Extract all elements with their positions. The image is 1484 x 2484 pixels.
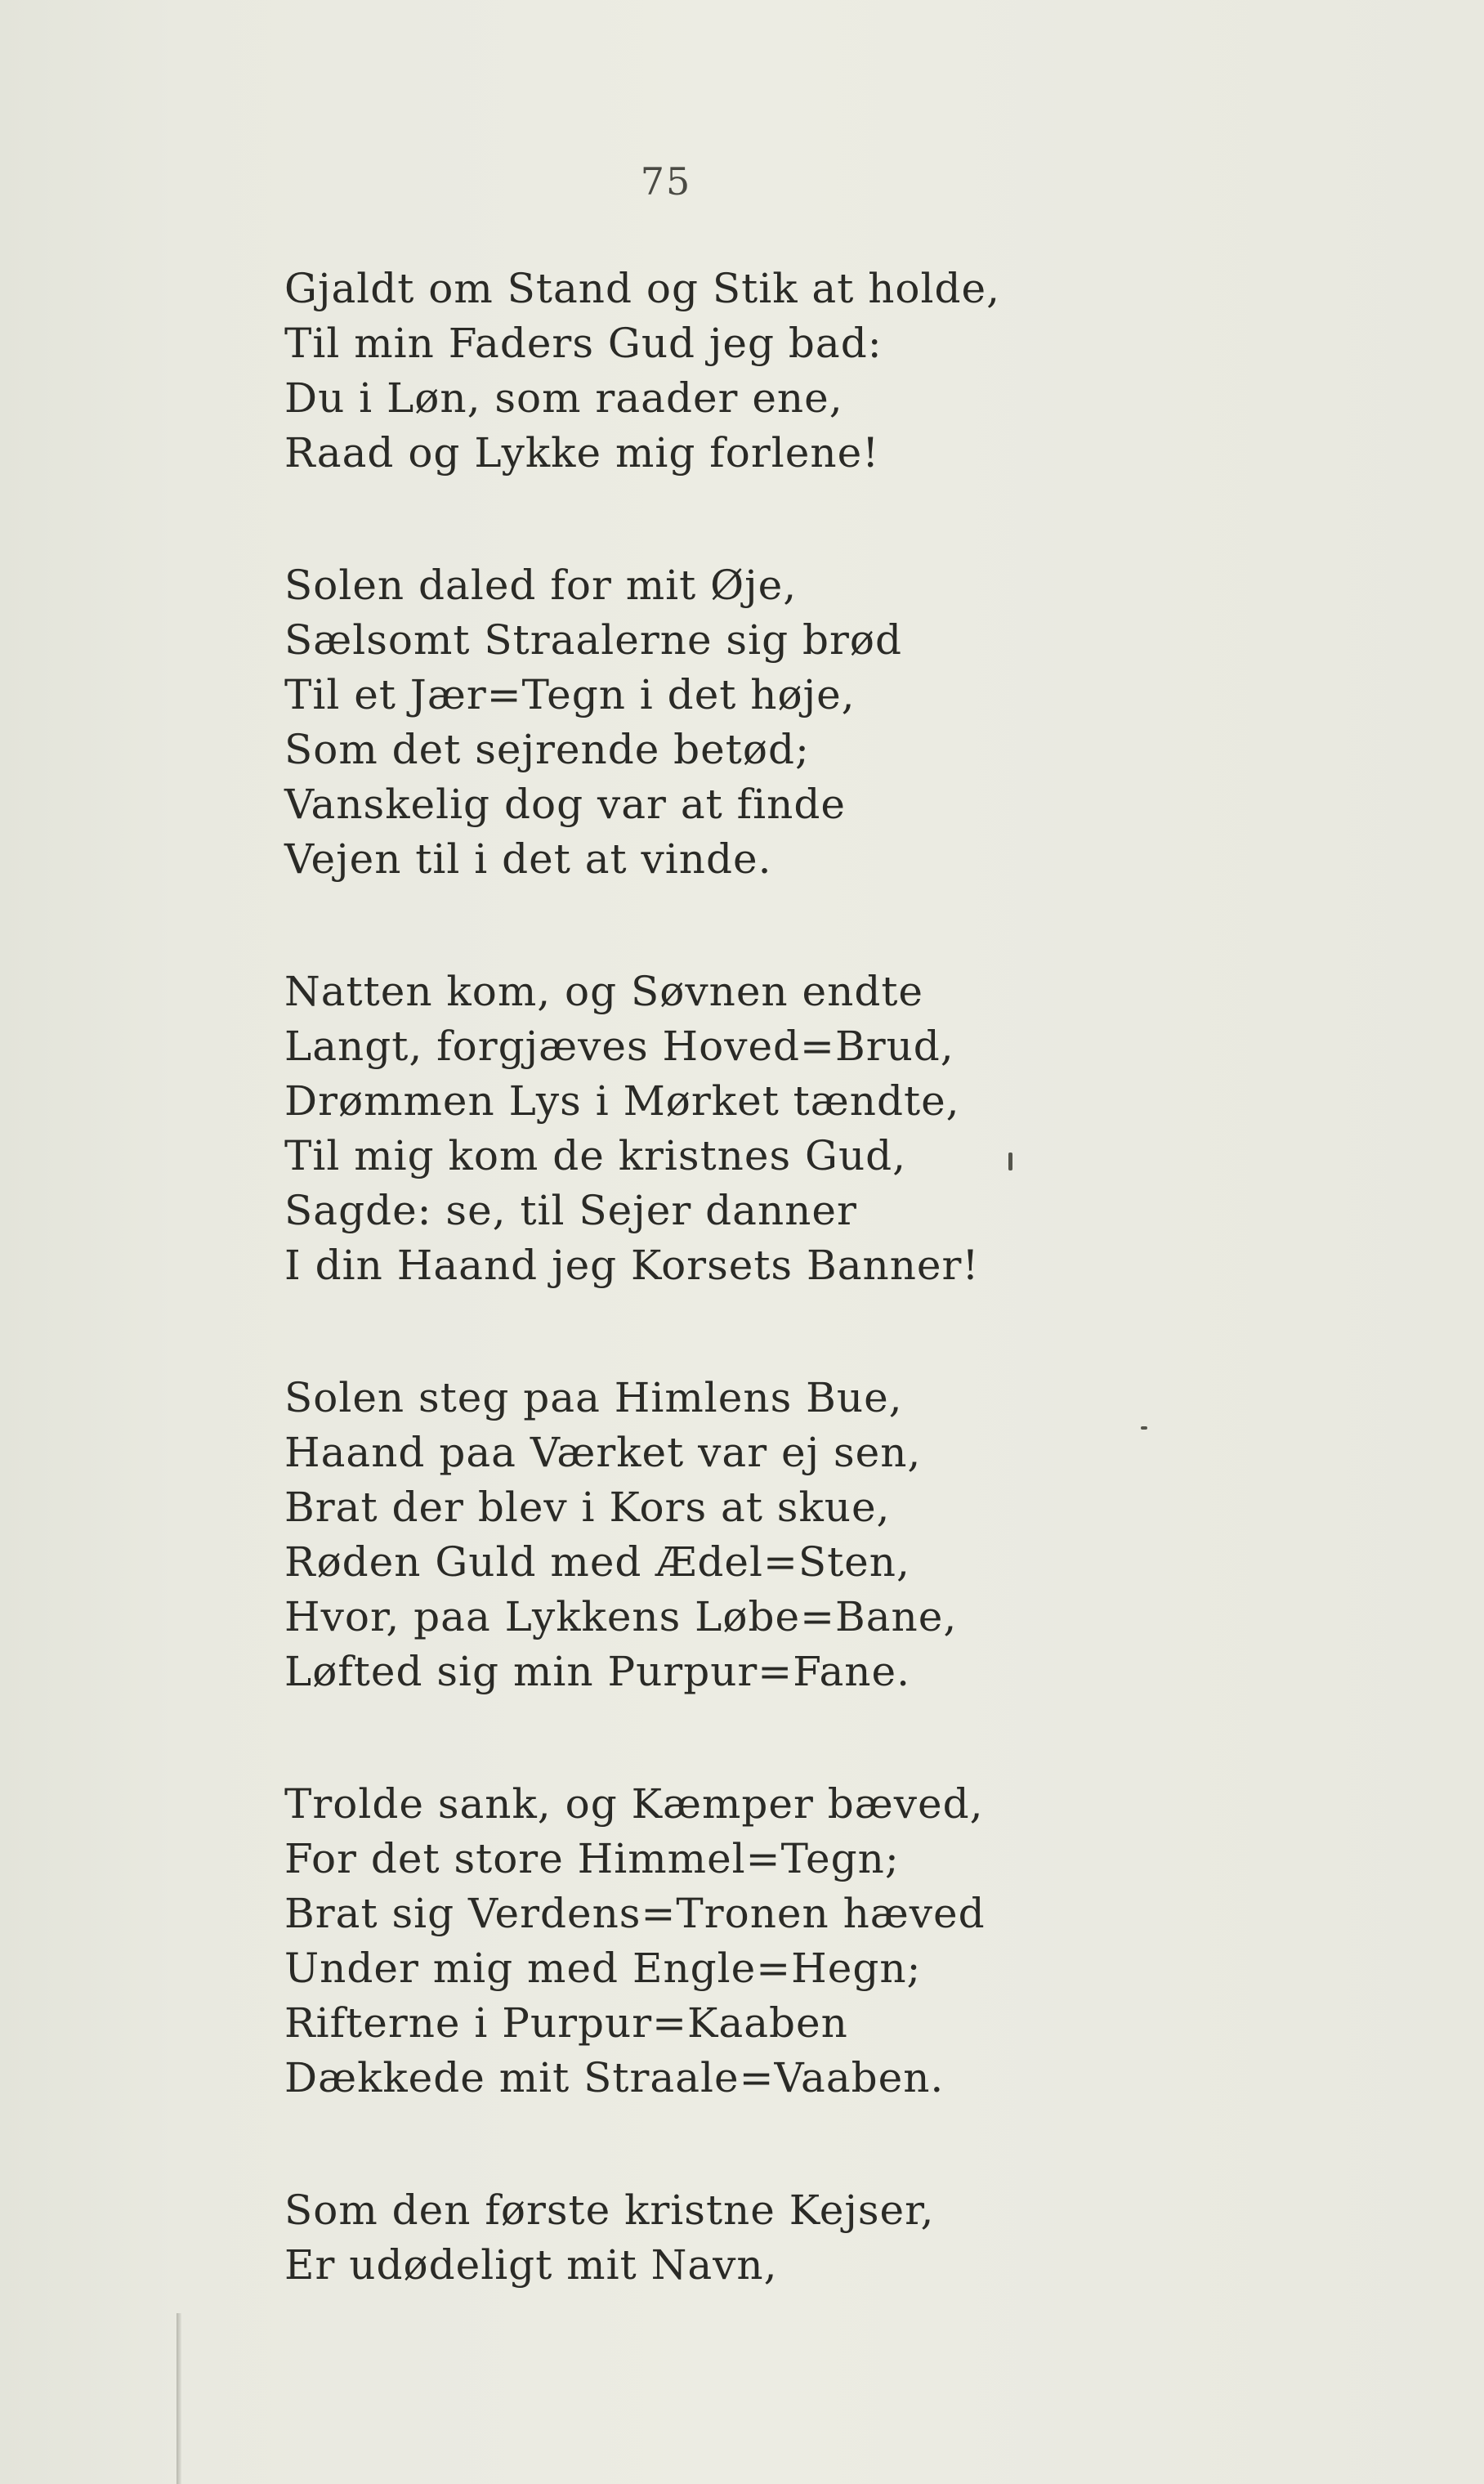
stanza-2: [284, 558, 1265, 887]
stanza-5: [284, 1777, 1265, 2106]
poem-line: Til min Faders Gud jeg bad:: [284, 320, 883, 367]
poem-line: I din Haand jeg Korsets Banner!: [284, 1242, 980, 1289]
poem-line: Raad og Lykke mig forlene!: [284, 429, 880, 477]
poem-line: Brat der blev i Kors at skue,: [284, 1484, 891, 1531]
ink-speck: [1008, 1152, 1012, 1170]
poem-line: For det store Himmel=Tegn;: [284, 1835, 900, 1882]
poem-line: Som den første kristne Kejser,: [284, 2186, 935, 2234]
poem-line: Dækkede mit Straale=Vaaben.: [284, 2054, 945, 2101]
poem-line: Vanskelig dog var at finde: [284, 781, 846, 828]
poem-line: Drømmen Lys i Mørket tændte,: [284, 1077, 960, 1125]
poem-line: Sælsomt Straalerne sig brød: [284, 616, 903, 664]
poem-line: Trolde sank, og Kæmper bæved,: [284, 1780, 984, 1828]
poem-line: Langt, forgjæves Hoved=Brud,: [284, 1023, 954, 1070]
poem-line: Du i Løn, som raader ene,: [284, 374, 843, 422]
page-number: 75: [640, 159, 692, 204]
poem-line: Er udødeligt mit Navn,: [284, 2241, 778, 2289]
poem-line: Til et Jær=Tegn i det høje,: [284, 671, 856, 718]
poem-line: Røden Guld med Ædel=Sten,: [284, 1538, 910, 1586]
stanza-6: [284, 2183, 1265, 2293]
poem-line: Natten kom, og Søvnen endte: [284, 968, 924, 1015]
poem-line: Til mig kom de kristnes Gud,: [284, 1132, 907, 1179]
poem: [284, 262, 1265, 2293]
poem-line: Solen steg paa Himlens Bue,: [284, 1374, 903, 1421]
poem-line: Rifterne i Purpur=Kaaben: [284, 1999, 848, 2047]
poem-line: Sagde: se, til Sejer danner: [284, 1187, 857, 1234]
stanza-1: [284, 262, 1265, 481]
poem-line: Som det sejrende betød;: [284, 726, 810, 773]
poem-line: Haand paa Værket var ej sen,: [284, 1429, 922, 1476]
poem-line: Brat sig Verdens=Tronen hæved: [284, 1890, 986, 1937]
poem-line: Vejen til i det at vinde.: [284, 835, 772, 883]
stanza-3: [284, 965, 1265, 1293]
poem-line: Under mig med Engle=Hegn;: [284, 1945, 922, 1992]
ink-speck: [1141, 1426, 1147, 1430]
poem-line: Gjaldt om Stand og Stik at holde,: [284, 265, 1001, 312]
poem-line: Solen daled for mit Øje,: [284, 562, 798, 609]
page-edge-shadow: [177, 2313, 181, 2484]
poem-line: Hvor, paa Lykkens Løbe=Bane,: [284, 1593, 958, 1640]
poem-line: Løfted sig min Purpur=Fane.: [284, 1648, 910, 1695]
stanza-4: [284, 1371, 1265, 1699]
